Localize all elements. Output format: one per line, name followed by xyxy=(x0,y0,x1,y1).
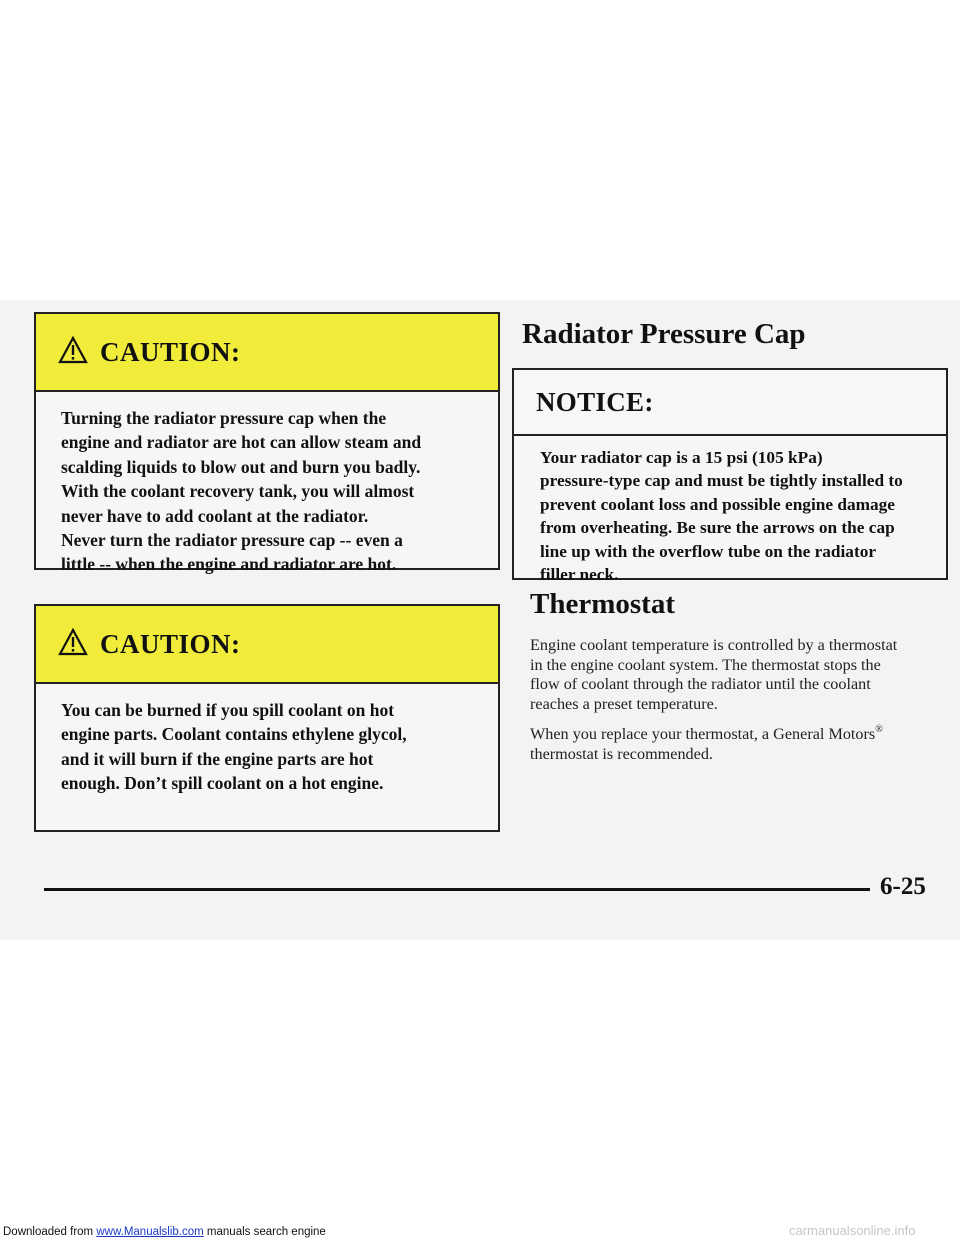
section-heading-radiator-pressure-cap: Radiator Pressure Cap xyxy=(522,318,806,350)
text-line xyxy=(530,720,954,745)
caution-text xyxy=(36,684,498,796)
download-suffix: manuals search engine xyxy=(206,1226,326,1238)
text-line: and it will burn if the engine parts are hot xyxy=(61,748,374,769)
text-line: from overheating. Be sure the arrows on the cap xyxy=(540,518,895,538)
text-line: little -- when the engine and radiator are hot. xyxy=(61,554,397,575)
notice-text xyxy=(514,436,946,586)
caution-title: CAUTION: xyxy=(100,628,241,659)
text-line: Your radiator cap is a 15 psi (105 kPa) xyxy=(540,448,823,467)
blank-bottom-margin xyxy=(0,940,960,1242)
text-line: Turning the radiator pressure cap when the xyxy=(61,408,387,428)
section-heading-thermostat: Thermostat xyxy=(530,588,675,620)
text-line: thermostat is recommended. xyxy=(530,744,713,763)
page-number: 6-25 xyxy=(880,873,926,900)
registered-mark: ® xyxy=(875,724,883,735)
blank-top-margin xyxy=(0,0,960,300)
text-line: scalding liquids to blow out and burn you badly. xyxy=(61,456,421,477)
caution-title: CAUTION: xyxy=(100,336,241,367)
text-line: Never turn the radiator pressure cap -- even a xyxy=(61,530,403,551)
text-line: in the engine coolant system. The thermostat stops the xyxy=(530,655,881,674)
caution-box-pressure-cap xyxy=(34,312,500,575)
text-line: pressure-type cap and must be tightly installed to xyxy=(540,471,903,491)
warning-triangle-icon xyxy=(58,628,88,656)
warning-triangle-icon xyxy=(58,336,88,364)
text-line: You can be burned if you spill coolant on hot xyxy=(61,700,395,720)
text-line: reaches a preset temperature. xyxy=(530,694,718,713)
text-line: With the coolant recovery tank, you will almost xyxy=(61,481,415,502)
text-line: Engine coolant temperature is controlled by a thermostat xyxy=(530,636,898,654)
text-line: flow of coolant through the radiator until the coolant xyxy=(530,675,871,694)
manualslib-link[interactable]: www.Manualslib.com xyxy=(96,1226,204,1238)
text-line: line up with the overflow tube on the radiator xyxy=(540,541,877,561)
caution-text xyxy=(36,392,498,577)
text-line: engine and radiator are hot can allow steam and xyxy=(61,432,422,453)
text-run: When you replace your thermostat, a General Motors xyxy=(530,725,876,743)
watermark: carmanualsonline.info xyxy=(789,1223,916,1238)
text-line: filler neck. xyxy=(540,565,619,585)
thermostat-paragraph-2 xyxy=(530,720,954,764)
footer-rule xyxy=(44,888,870,891)
text-line: prevent coolant loss and possible engine damage xyxy=(540,494,895,514)
download-attribution xyxy=(3,1226,326,1238)
notice-box xyxy=(512,368,948,585)
notice-title: NOTICE: xyxy=(536,386,654,417)
notice-header xyxy=(514,370,946,436)
caution-box-hot-coolant xyxy=(34,604,500,832)
text-line: never have to add coolant at the radiator. xyxy=(61,505,369,526)
text-line: engine parts. Coolant contains ethylene glycol, xyxy=(61,724,407,745)
thermostat-paragraph-1 xyxy=(530,636,954,714)
download-prefix: Downloaded from xyxy=(3,1226,94,1238)
caution-header xyxy=(36,606,498,684)
caution-header xyxy=(36,314,498,392)
text-line: enough. Don’t spill coolant on a hot engine. xyxy=(61,773,384,794)
